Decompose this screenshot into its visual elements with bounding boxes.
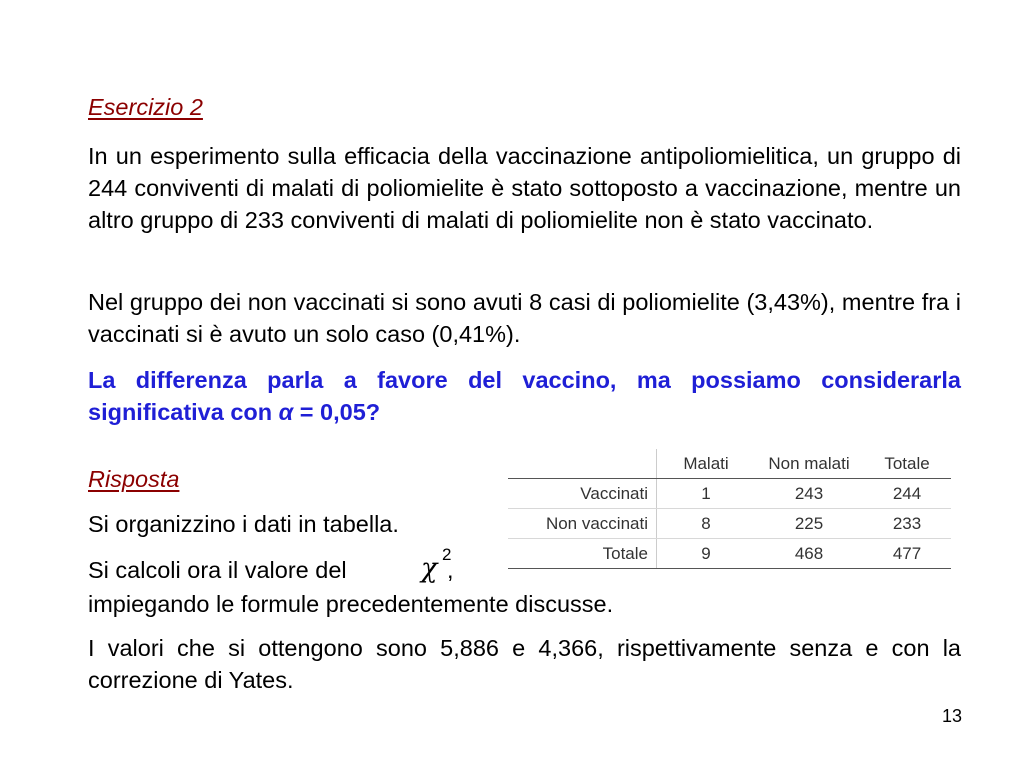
exercise-question [88, 364, 961, 428]
table-cell: 225 [755, 509, 863, 539]
question-text: La differenza parla a favore del vaccino, ma possiamo considerarla significativa con [88, 367, 961, 425]
answer-line-3: impiegando le formule precedentemente discusse. [88, 591, 614, 617]
alpha-symbol: α [278, 399, 294, 425]
page-number: 13 [942, 706, 963, 726]
table-row [508, 479, 951, 509]
question-end: = 0,05? [293, 399, 381, 425]
table-header-cell [508, 449, 657, 479]
chi-square-symbol: χ [421, 553, 438, 584]
table-header-cell: Totale [863, 449, 951, 479]
table-header-cell: Non malati [755, 449, 863, 479]
chi-square-exponent: 2 [442, 545, 452, 564]
table-cell: 8 [657, 509, 756, 539]
table-cell: 244 [863, 479, 951, 509]
table-row-label: Vaccinati [508, 479, 657, 509]
table-header-row [508, 449, 951, 479]
table-cell: 468 [755, 539, 863, 569]
table-total-row [508, 539, 951, 569]
table-cell: 243 [755, 479, 863, 509]
table-row [508, 509, 951, 539]
contingency-table [508, 449, 951, 569]
answer-final-paragraph: I valori che si ottengono sono 5,886 e 4,366, rispettivamente senza e con la correzione di Yates. [88, 635, 961, 693]
exercise-title: Esercizio 2 [88, 94, 203, 120]
table-header-cell: Malati [657, 449, 756, 479]
answer-line-2: Si calcoli ora il valore del [88, 557, 347, 583]
table-cell: 233 [863, 509, 951, 539]
table-cell: 477 [863, 539, 951, 569]
answer-line-1: Si organizzino i dati in tabella. [88, 511, 399, 537]
exercise-paragraph-1: In un esperimento sulla efficacia della vaccinazione antipoliomielitica, un gruppo di 244 conviventi di malati di poliomielite è stato sottoposto a vaccinazione, mentre un altro gruppo di 233 conviventi di malati di poliomielite non è stato vaccinato. [88, 143, 961, 233]
exercise-paragraph-2: Nel gruppo dei non vaccinati si sono avuti 8 casi di poliomielite (3,43%), mentre fra i vaccinati si è avuto un solo caso (0,41%). [88, 289, 961, 347]
table-cell: 1 [657, 479, 756, 509]
table-row-label: Totale [508, 539, 657, 569]
answer-title: Risposta [88, 466, 180, 492]
table-cell: 9 [657, 539, 756, 569]
chi-square-comma: , [447, 557, 454, 583]
table-row-label: Non vaccinati [508, 509, 657, 539]
